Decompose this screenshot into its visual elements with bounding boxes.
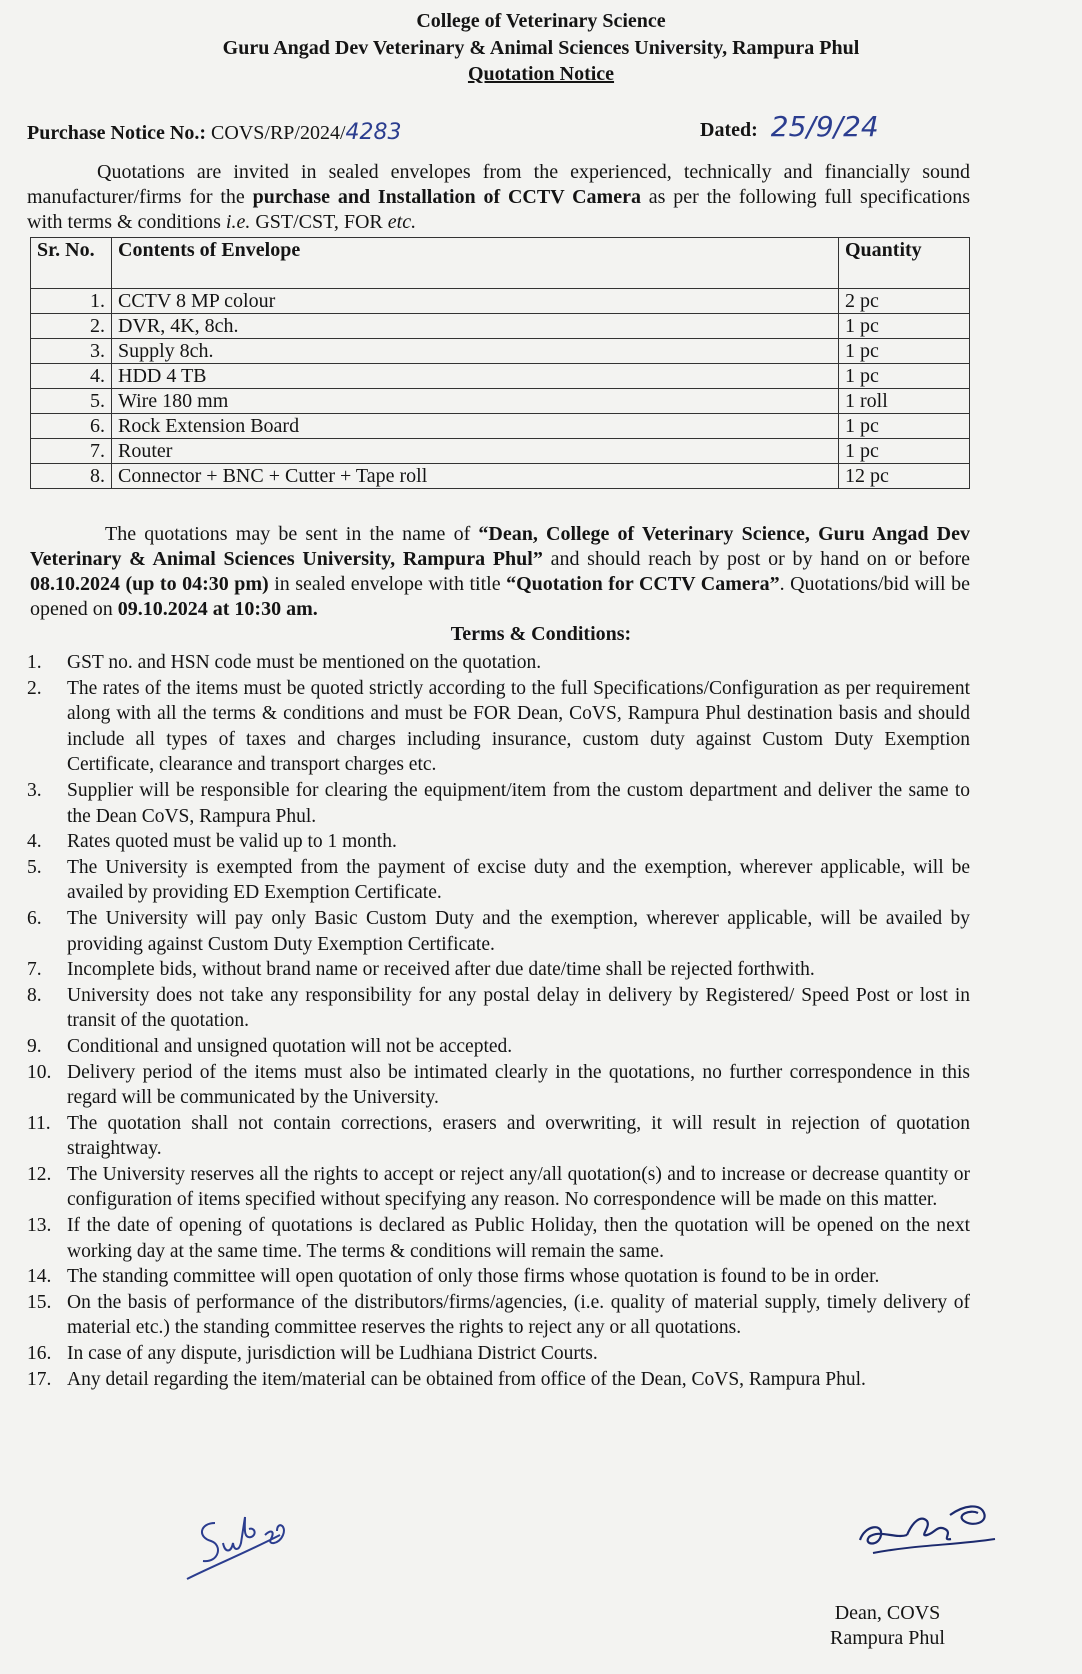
term-item xyxy=(27,1367,970,1393)
left-signature xyxy=(185,1505,325,1590)
term-text: Incomplete bids, without brand name or received after due date/time shall be rejected forthwith. xyxy=(67,959,815,981)
dean-designation xyxy=(830,1601,945,1651)
term-text: Delivery period of the items must also be intimated clearly in the quotations, no further correspondence in this regard will be communicated by the University. xyxy=(67,1061,970,1109)
submission-envelope-title: “Quotation for CCTV Camera” xyxy=(506,573,780,595)
term-item xyxy=(27,778,970,829)
table-row xyxy=(31,364,970,389)
notice-date xyxy=(700,110,879,143)
term-number: 10. xyxy=(27,1061,52,1083)
term-text: Any detail regarding the item/material can be obtained from office of the Dean, CoVS, Rampura Phul. xyxy=(67,1368,866,1390)
term-number: 14. xyxy=(27,1266,52,1288)
row-item: CCTV 8 MP colour xyxy=(112,289,839,314)
table-row xyxy=(31,339,970,364)
handwritten-notice-number: 4283 xyxy=(345,120,402,145)
term-number: 2. xyxy=(27,677,42,699)
intro-paragraph xyxy=(27,160,970,235)
row-sr: 8. xyxy=(31,464,112,489)
page-title: Quotation Notice xyxy=(467,63,615,85)
term-number: 13. xyxy=(27,1215,52,1237)
term-text: The standing committee will open quotation of only those firms whose quotation is found to be in order. xyxy=(67,1266,880,1288)
submission-text-1: The quotations may be sent in the name of xyxy=(105,523,479,545)
row-sr: 5. xyxy=(31,389,112,414)
row-item: HDD 4 TB xyxy=(112,364,839,389)
term-number: 17. xyxy=(27,1368,52,1390)
intro-ie: i.e. xyxy=(225,211,251,233)
row-item: Router xyxy=(112,439,839,464)
intro-text-1: Quotations are invited in sealed envelopes from the experienced, technically and financially sound manufacturer/firms for the xyxy=(27,161,970,208)
intro-bold: purchase and Installation of CCTV Camera xyxy=(252,186,641,208)
submission-opening-date: 09.10.2024 at 10:30 am. xyxy=(117,598,318,620)
dean-signature xyxy=(855,1495,1005,1570)
row-qty: 12 pc xyxy=(839,464,970,489)
row-item: Wire 180 mm xyxy=(112,389,839,414)
term-text: The University reserves all the rights to accept or reject any/all quotation(s) and to increase or decrease quantity or configuration of items specified without specifying any reason. No correspondence will be made on this matter. xyxy=(67,1163,970,1211)
terms-title: Terms & Conditions: xyxy=(450,623,632,645)
purchase-notice-number xyxy=(27,120,402,145)
row-item: Connector + BNC + Cutter + Tape roll xyxy=(112,464,839,489)
term-text: The quotation shall not contain corrections, erasers and overwriting, it will result in rejection of quotation straightway. xyxy=(67,1112,970,1160)
row-item: Supply 8ch. xyxy=(112,339,839,364)
header-contents: Contents of Envelope xyxy=(112,238,839,289)
submission-addressee: “Dean, College of Veterinary Science, Guru Angad Dev Veterinary & Animal Sciences University, Rampura Phul” xyxy=(30,523,970,570)
title-wrapper xyxy=(0,61,1082,88)
signature-scribble-left xyxy=(185,1505,325,1585)
university-name: Guru Angad Dev Veterinary & Animal Sciences University, Rampura Phul xyxy=(222,37,860,59)
term-text: GST no. and HSN code must be mentioned on the quotation. xyxy=(67,652,542,673)
term-number: 15. xyxy=(27,1291,52,1313)
row-sr: 3. xyxy=(31,339,112,364)
term-number: 4. xyxy=(27,831,42,853)
row-qty: 1 pc xyxy=(839,339,970,364)
term-text: On the basis of performance of the distributors/firms/agencies, (i.e. quality of material supply, timely delivery of material etc.) the standing committee reserves the rights to reject any or all quotations. xyxy=(67,1291,970,1339)
term-item xyxy=(27,1341,970,1367)
dean-location: Rampura Phul xyxy=(830,1627,945,1649)
notice-label: Purchase Notice No.: xyxy=(27,122,207,144)
term-item xyxy=(27,1213,970,1264)
header-quantity: Quantity xyxy=(839,238,970,289)
table-header-row xyxy=(31,238,970,289)
intro-etc: etc. xyxy=(387,211,417,233)
term-item xyxy=(27,1264,970,1290)
notice-number-prefix: COVS/RP/2024/ xyxy=(211,122,346,144)
submission-text-2: and should reach by post or by hand on or before xyxy=(542,548,970,570)
signature-scribble-right xyxy=(855,1495,1005,1565)
term-text: In case of any dispute, jurisdiction will be Ludhiana District Courts. xyxy=(67,1343,598,1365)
term-item xyxy=(27,1162,970,1213)
submission-paragraph xyxy=(30,522,970,622)
term-text: Conditional and unsigned quotation will not be accepted. xyxy=(67,1035,513,1057)
table-row xyxy=(31,464,970,489)
term-text: Rates quoted must be valid up to 1 month. xyxy=(67,831,397,853)
term-item xyxy=(27,906,970,957)
row-qty: 1 pc xyxy=(839,414,970,439)
table-row xyxy=(31,289,970,314)
table-row xyxy=(31,314,970,339)
term-number: 7. xyxy=(27,959,42,981)
handwritten-date: 25/9/24 xyxy=(770,110,879,143)
term-number: 12. xyxy=(27,1163,52,1185)
submission-text-3: in sealed envelope with title xyxy=(268,573,507,595)
submission-text-4: . Quotations/bid will be opened on xyxy=(30,573,970,620)
term-number: 3. xyxy=(27,779,42,801)
intro-text-3: GST/CST, FOR xyxy=(250,211,388,233)
term-text: Supplier will be responsible for clearing the equipment/item from the custom department and deliver the same to the Dean CoVS, Rampura Phul. xyxy=(67,779,970,827)
table-row xyxy=(31,439,970,464)
items-table xyxy=(30,237,970,489)
row-sr: 2. xyxy=(31,314,112,339)
term-number: 16. xyxy=(27,1343,52,1365)
term-number: 5. xyxy=(27,856,42,878)
row-sr: 7. xyxy=(31,439,112,464)
table-row xyxy=(31,389,970,414)
term-text: University does not take any responsibility for any postal delay in delivery by Registered/ Speed Post or lost in transit of the quotation. xyxy=(67,984,970,1032)
row-item: Rock Extension Board xyxy=(112,414,839,439)
row-qty: 2 pc xyxy=(839,289,970,314)
term-text: The rates of the items must be quoted strictly according to the full Specifications/Configuration as per requirement along with all the terms & conditions and must be FOR Dean, CoVS, Rampura Phul destination basis and should include all types of taxes and charges including insurance, custom duty against Custom Duty Exemption Certificate, clearance and transport charges etc. xyxy=(67,677,970,776)
term-item xyxy=(27,676,970,778)
row-qty: 1 pc xyxy=(839,364,970,389)
term-item xyxy=(27,1060,970,1111)
row-sr: 4. xyxy=(31,364,112,389)
term-item xyxy=(27,829,970,855)
term-item xyxy=(27,650,970,676)
header-sr-no: Sr. No. xyxy=(31,238,112,289)
term-item xyxy=(27,1034,970,1060)
table-row xyxy=(31,414,970,439)
row-sr: 6. xyxy=(31,414,112,439)
term-item xyxy=(27,1290,970,1341)
term-item xyxy=(27,855,970,906)
submission-deadline: 08.10.2024 (up to 04:30 pm) xyxy=(30,573,269,595)
row-qty: 1 pc xyxy=(839,314,970,339)
term-item xyxy=(27,1111,970,1162)
term-item xyxy=(27,957,970,983)
row-qty: 1 pc xyxy=(839,439,970,464)
term-number: 1. xyxy=(27,652,42,673)
row-item: DVR, 4K, 8ch. xyxy=(112,314,839,339)
term-number: 11. xyxy=(27,1112,51,1134)
row-sr: 1. xyxy=(31,289,112,314)
terms-list xyxy=(27,650,970,1392)
term-text: The University is exempted from the payment of excise duty and the exemption, wherever applicable, will be availed by providing ED Exemption Certificate. xyxy=(67,856,970,904)
term-text: If the date of opening of quotations is declared as Public Holiday, then the quotation will be opened on the next working day at the same time. The terms & conditions will remain the same. xyxy=(67,1215,970,1262)
term-number: 8. xyxy=(27,984,42,1006)
intro-text-2: as per the following full specifications with terms & conditions xyxy=(27,186,971,233)
term-number: 6. xyxy=(27,907,42,929)
term-text: The University will pay only Basic Custom Duty and the exemption, wherever applicable, will be availed by providing against Custom Duty Exemption Certificate. xyxy=(67,907,970,955)
term-number: 9. xyxy=(27,1035,42,1057)
college-name: College of Veterinary Science xyxy=(416,10,666,32)
dated-label: Dated: xyxy=(700,119,758,141)
term-item xyxy=(27,983,970,1034)
row-qty: 1 roll xyxy=(839,389,970,414)
dean-title: Dean, COVS xyxy=(834,1602,941,1624)
